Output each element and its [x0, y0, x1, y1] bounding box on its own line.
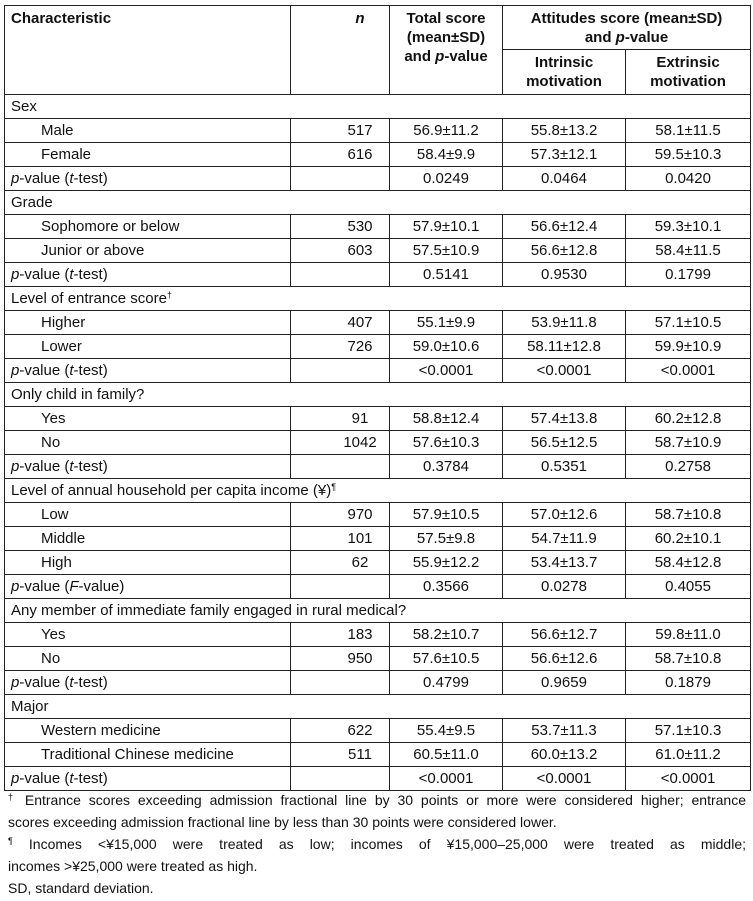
p-test-suffix: -test	[73, 362, 103, 379]
p-value-n-empty	[291, 767, 390, 791]
p-test-letter: t	[69, 266, 74, 283]
row-intrinsic: 54.7±11.9	[503, 527, 626, 551]
footnotes	[8, 789, 746, 899]
p-value-extrinsic: 0.1879	[626, 671, 751, 695]
p-value-total: <0.0001	[390, 767, 503, 791]
p-value-label	[5, 671, 291, 695]
row-n: 603	[291, 239, 390, 263]
header-intrinsic-line1: Intrinsic	[534, 54, 594, 71]
p-value-total: 0.5141	[390, 263, 503, 287]
row-n: 62	[291, 551, 390, 575]
group-header-row	[5, 479, 751, 503]
p-value-label	[5, 575, 291, 599]
p-value-row	[5, 455, 751, 479]
p-value-extrinsic: <0.0001	[626, 359, 751, 383]
row-extrinsic: 59.3±10.1	[626, 215, 751, 239]
footnote-dagger-line2: scores exceeding admission fractional line by less than 30 points were considered lower.	[8, 814, 557, 830]
row-total-score: 58.2±10.7	[390, 623, 503, 647]
group-header-row	[5, 695, 751, 719]
p-close: )	[102, 266, 108, 283]
row-intrinsic: 55.8±13.2	[503, 119, 626, 143]
p-value-row	[5, 167, 751, 191]
row-total-score: 59.0±10.6	[390, 335, 503, 359]
p-value-row	[5, 359, 751, 383]
footnote-pilcrow-line2: incomes >¥25,000 were treated as high.	[8, 858, 258, 874]
p-italic: p	[11, 458, 20, 475]
p-italic: p	[11, 770, 20, 787]
row-total-score: 57.6±10.5	[390, 647, 503, 671]
p-value-total: 0.3566	[390, 575, 503, 599]
p-value-extrinsic: 0.2758	[626, 455, 751, 479]
table-row	[5, 239, 751, 263]
row-extrinsic: 58.4±12.8	[626, 551, 751, 575]
p-prefix: -value (	[19, 170, 70, 187]
row-extrinsic: 59.9±10.9	[626, 335, 751, 359]
footnote-pilcrow-text1: Incomes <¥15,000 were treated as low; incomes of ¥15,000–25,000 were treated as middle;	[12, 836, 746, 852]
row-label: Yes	[5, 407, 291, 431]
header-characteristic: Characteristic	[5, 6, 291, 95]
group-title: Only child in family?	[11, 386, 145, 403]
p-prefix: -value (	[19, 674, 70, 691]
row-total-score: 57.9±10.1	[390, 215, 503, 239]
p-value-extrinsic: <0.0001	[626, 767, 751, 791]
header-total-p: p	[435, 48, 445, 65]
row-label: High	[5, 551, 291, 575]
row-total-score: 57.5±10.9	[390, 239, 503, 263]
header-extrinsic	[626, 50, 751, 95]
p-value-label	[5, 167, 291, 191]
p-close: )	[102, 362, 108, 379]
table-row	[5, 311, 751, 335]
row-extrinsic: 57.1±10.3	[626, 719, 751, 743]
table-row	[5, 527, 751, 551]
p-italic: p	[11, 362, 20, 379]
p-close: )	[119, 578, 125, 595]
footnote-dagger-text1: Entrance scores exceeding admission fractional line by 30 points or more were considered higher; entrance	[17, 792, 746, 808]
p-italic: p	[11, 578, 20, 595]
group-title-cell	[5, 479, 751, 503]
p-test-letter: t	[69, 770, 74, 787]
header-intrinsic	[503, 50, 626, 95]
table-row	[5, 143, 751, 167]
row-n: 530	[291, 215, 390, 239]
row-intrinsic: 56.6±12.8	[503, 239, 626, 263]
row-extrinsic: 58.7±10.9	[626, 431, 751, 455]
header-extrinsic-line2: motivation	[650, 73, 726, 90]
p-test-suffix: -test	[73, 674, 103, 691]
row-extrinsic: 57.1±10.5	[626, 311, 751, 335]
p-value-n-empty	[291, 575, 390, 599]
header-attitudes-line2b: -value	[624, 29, 669, 46]
p-value-intrinsic: 0.0278	[503, 575, 626, 599]
p-value-label	[5, 455, 291, 479]
row-label: Low	[5, 503, 291, 527]
row-n: 407	[291, 311, 390, 335]
row-n: 616	[291, 143, 390, 167]
row-n: 183	[291, 623, 390, 647]
header-total-line1: Total score	[406, 10, 486, 27]
p-value-intrinsic: 0.9659	[503, 671, 626, 695]
row-label: Higher	[5, 311, 291, 335]
row-label: Western medicine	[5, 719, 291, 743]
row-n: 970	[291, 503, 390, 527]
row-total-score: 57.9±10.5	[390, 503, 503, 527]
row-intrinsic: 53.4±13.7	[503, 551, 626, 575]
row-total-score: 55.4±9.5	[390, 719, 503, 743]
group-header-row	[5, 599, 751, 623]
p-value-intrinsic: 0.9530	[503, 263, 626, 287]
row-total-score: 58.4±9.9	[390, 143, 503, 167]
group-header-row	[5, 95, 751, 119]
row-label: Yes	[5, 623, 291, 647]
p-prefix: -value (	[19, 578, 70, 595]
group-title-cell	[5, 383, 751, 407]
group-footnote-mark: †	[166, 290, 172, 300]
p-test-letter: t	[69, 362, 74, 379]
row-intrinsic: 56.6±12.6	[503, 647, 626, 671]
row-extrinsic: 60.2±10.1	[626, 527, 751, 551]
p-value-row	[5, 671, 751, 695]
p-value-n-empty	[291, 263, 390, 287]
row-intrinsic: 57.3±12.1	[503, 143, 626, 167]
p-value-row	[5, 575, 751, 599]
p-test-suffix: -test	[73, 458, 103, 475]
p-test-letter: t	[69, 674, 74, 691]
p-close: )	[102, 770, 108, 787]
row-intrinsic: 60.0±13.2	[503, 743, 626, 767]
footnote-sd: SD, standard deviation.	[8, 880, 154, 896]
group-title-cell	[5, 95, 751, 119]
row-intrinsic: 57.4±13.8	[503, 407, 626, 431]
row-extrinsic: 59.5±10.3	[626, 143, 751, 167]
header-intrinsic-line2: motivation	[526, 73, 602, 90]
row-n: 726	[291, 335, 390, 359]
row-label: Lower	[5, 335, 291, 359]
row-intrinsic: 56.6±12.4	[503, 215, 626, 239]
row-intrinsic: 56.5±12.5	[503, 431, 626, 455]
row-label: No	[5, 431, 291, 455]
row-n: 1042	[291, 431, 390, 455]
header-total-line2: (mean±SD)	[406, 29, 486, 46]
p-value-extrinsic: 0.0420	[626, 167, 751, 191]
characteristics-table	[4, 5, 751, 791]
row-label: Traditional Chinese medicine	[5, 743, 291, 767]
group-header-row	[5, 191, 751, 215]
footnote-pilcrow-line1	[8, 833, 746, 855]
row-total-score: 60.5±11.0	[390, 743, 503, 767]
table-row	[5, 551, 751, 575]
p-value-row	[5, 263, 751, 287]
p-value-total: 0.3784	[390, 455, 503, 479]
p-italic: p	[11, 170, 20, 187]
row-label: No	[5, 647, 291, 671]
row-label: Middle	[5, 527, 291, 551]
group-title: Grade	[11, 194, 53, 211]
footnote-dagger-line1	[8, 789, 746, 811]
p-value-n-empty	[291, 671, 390, 695]
row-extrinsic: 58.7±10.8	[626, 647, 751, 671]
p-value-n-empty	[291, 359, 390, 383]
row-total-score: 55.1±9.9	[390, 311, 503, 335]
p-close: )	[102, 674, 108, 691]
p-test-letter: F	[69, 578, 79, 595]
footnote-dagger-mark: †	[8, 792, 17, 802]
p-test-suffix: -value	[78, 578, 120, 595]
p-value-n-empty	[291, 167, 390, 191]
p-italic: p	[11, 266, 20, 283]
row-n: 950	[291, 647, 390, 671]
header-extrinsic-line1: Extrinsic	[656, 54, 720, 71]
table-row	[5, 215, 751, 239]
table-row	[5, 503, 751, 527]
p-value-total: <0.0001	[390, 359, 503, 383]
table-row	[5, 431, 751, 455]
group-title: Any member of immediate family engaged in rural medical?	[11, 602, 407, 619]
row-extrinsic: 61.0±11.2	[626, 743, 751, 767]
p-value-intrinsic: 0.0464	[503, 167, 626, 191]
row-total-score: 58.8±12.4	[390, 407, 503, 431]
header-attitudes-score	[503, 6, 751, 50]
p-close: )	[102, 170, 108, 187]
row-intrinsic: 58.11±12.8	[503, 335, 626, 359]
row-intrinsic: 53.9±11.8	[503, 311, 626, 335]
row-total-score: 57.5±9.8	[390, 527, 503, 551]
p-value-row	[5, 767, 751, 791]
row-n: 91	[291, 407, 390, 431]
p-prefix: -value (	[19, 770, 70, 787]
p-test-suffix: -test	[73, 770, 103, 787]
p-value-total: 0.0249	[390, 167, 503, 191]
group-title: Level of annual household per capita income (¥)	[11, 482, 332, 499]
table-row	[5, 647, 751, 671]
group-header-row	[5, 287, 751, 311]
p-close: )	[102, 458, 108, 475]
p-value-intrinsic: 0.5351	[503, 455, 626, 479]
p-value-extrinsic: 0.4055	[626, 575, 751, 599]
row-extrinsic: 58.7±10.8	[626, 503, 751, 527]
row-label: Sophomore or below	[5, 215, 291, 239]
row-extrinsic: 58.1±11.5	[626, 119, 751, 143]
row-n: 511	[291, 743, 390, 767]
p-prefix: -value (	[19, 458, 70, 475]
table-row	[5, 623, 751, 647]
table-row	[5, 407, 751, 431]
row-total-score: 57.6±10.3	[390, 431, 503, 455]
footnote-pilcrow-mark: ¶	[8, 836, 13, 846]
table-row	[5, 335, 751, 359]
group-title: Level of entrance score	[11, 290, 167, 307]
row-n: 622	[291, 719, 390, 743]
header-attitudes-line2a: and	[584, 29, 616, 46]
p-test-suffix: -test	[73, 170, 103, 187]
p-value-extrinsic: 0.1799	[626, 263, 751, 287]
group-title-cell	[5, 695, 751, 719]
row-label: Male	[5, 119, 291, 143]
table-row	[5, 743, 751, 767]
p-prefix: -value (	[19, 266, 70, 283]
table-row	[5, 119, 751, 143]
header-total-line3b: -value	[444, 48, 488, 65]
p-test-letter: t	[69, 170, 74, 187]
row-n: 517	[291, 119, 390, 143]
p-prefix: -value (	[19, 362, 70, 379]
table-body	[5, 95, 751, 791]
group-title: Sex	[11, 98, 37, 115]
group-footnote-mark: ¶	[331, 482, 337, 492]
row-total-score: 56.9±11.2	[390, 119, 503, 143]
header-total-line3a: and	[404, 48, 436, 65]
p-value-total: 0.4799	[390, 671, 503, 695]
row-intrinsic: 53.7±11.3	[503, 719, 626, 743]
header-total-score	[390, 6, 503, 95]
p-italic: p	[11, 674, 20, 691]
p-value-intrinsic: <0.0001	[503, 359, 626, 383]
group-title-cell	[5, 287, 751, 311]
header-n: n	[291, 6, 390, 95]
row-label: Female	[5, 143, 291, 167]
row-extrinsic: 59.8±11.0	[626, 623, 751, 647]
row-total-score: 55.9±12.2	[390, 551, 503, 575]
p-value-label	[5, 263, 291, 287]
p-value-n-empty	[291, 455, 390, 479]
header-attitudes-line1: Attitudes score (mean±SD)	[530, 10, 723, 27]
group-title-cell	[5, 191, 751, 215]
row-label: Junior or above	[5, 239, 291, 263]
table-row	[5, 719, 751, 743]
row-extrinsic: 58.4±11.5	[626, 239, 751, 263]
p-test-suffix: -test	[73, 266, 103, 283]
group-title: Major	[11, 698, 49, 715]
group-header-row	[5, 383, 751, 407]
p-value-intrinsic: <0.0001	[503, 767, 626, 791]
group-title-cell	[5, 599, 751, 623]
header-attitudes-p: p	[615, 29, 625, 46]
p-value-label	[5, 767, 291, 791]
row-intrinsic: 56.6±12.7	[503, 623, 626, 647]
row-intrinsic: 57.0±12.6	[503, 503, 626, 527]
p-value-label	[5, 359, 291, 383]
row-extrinsic: 60.2±12.8	[626, 407, 751, 431]
p-test-letter: t	[69, 458, 74, 475]
row-n: 101	[291, 527, 390, 551]
